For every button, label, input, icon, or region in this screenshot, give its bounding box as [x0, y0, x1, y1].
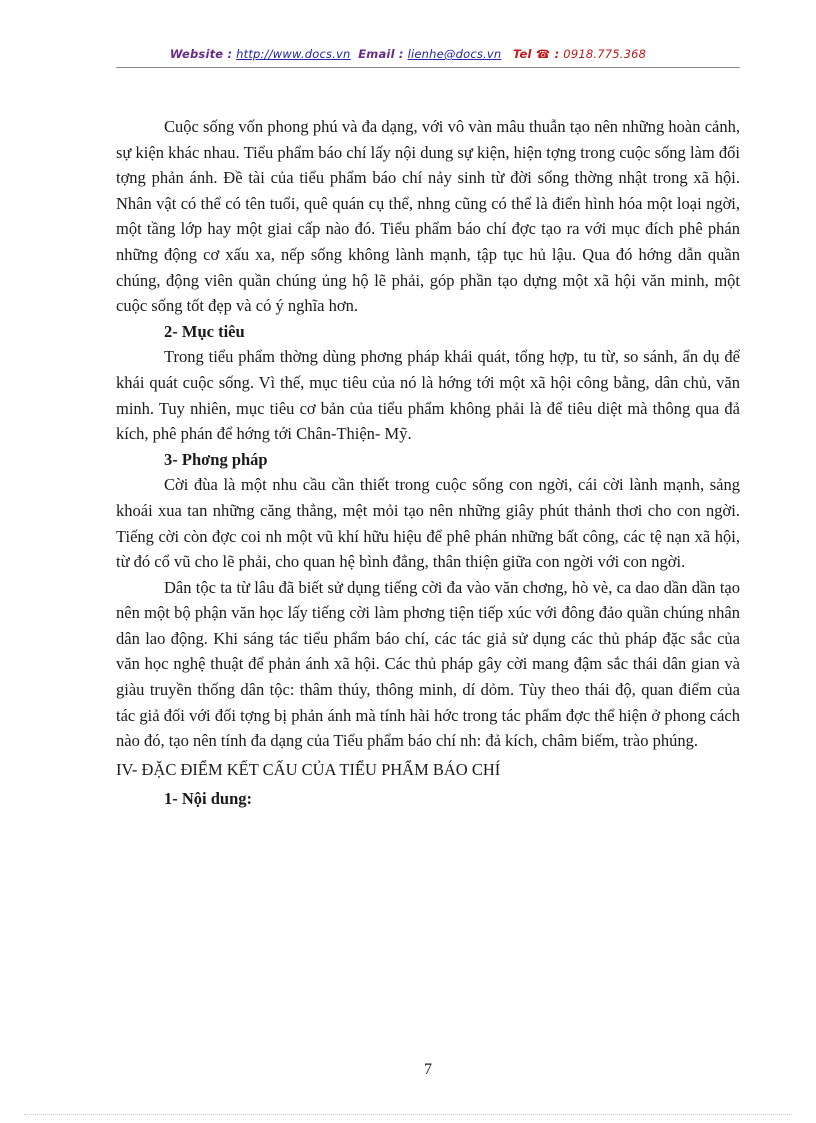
- website-label: Website :: [169, 47, 233, 61]
- page-bottom-border: [24, 1114, 792, 1115]
- page-header: [0, 47, 816, 61]
- email-label: Email: [358, 47, 395, 61]
- page-number: 7: [424, 1061, 432, 1078]
- email-link[interactable]: lienhe@docs.vn: [407, 47, 502, 61]
- website-link[interactable]: http://www.docs.vn: [236, 47, 351, 61]
- paragraph-phuong-phap-2: Dân tộc ta từ lâu đã biết sử dụng tiếng cời đa vào văn chơng, hò vè, ca dao dần dần tạo nên một bộ phận văn học lấy tiếng cời làm phơng tiện tiếp xúc với đông đảo quần chúng nhân dân lao động. Khi sáng tác tiểu phẩm báo chí, các tác giả sử dụng các thủ pháp đặc sắc của văn học nghệ thuật để phản ánh xã hội. Các thủ pháp gây cời mang đậm sắc thái dân gian và giàu truyền thống dân tộc: thâm thúy, thông minh, dí dỏm. Tùy theo thái độ, quan điểm của tác giả đối với đối tợng bị phản ánh mà tính hài hớc trong tác phẩm đợc thể hiện ở phong cách nào đó, tạo nên tính đa dạng của Tiểu phẩm báo chí nh: đả kích, châm biếm, trào phúng.: [116, 577, 740, 751]
- document-body: [116, 114, 740, 811]
- email-separator: :: [394, 47, 404, 61]
- heading-section-iv: IV- ĐẶC ĐIỂM KẾT CẤU CỦA TIỂU PHẨM BÁO CHÍ: [116, 759, 501, 779]
- tel-value: 0918.775.368: [563, 47, 647, 61]
- tel-label: Tel ☎ :: [513, 47, 560, 61]
- heading-muc-tieu: 2- Mục tiêu: [164, 321, 245, 341]
- paragraph-intro: Cuộc sống vốn phong phú và đa dạng, với vô vàn mâu thuẫn tạo nên những hoàn cảnh, sự kiện khác nhau. Tiểu phẩm báo chí lấy nội dung sự kiện, hiện tợng trong cuộc sống làm đối tợng phản ánh. Đề tài của tiểu phẩm báo chí nảy sinh từ đời sống thờng nhật trong xã hội. Nhân vật có thể có tên tuổi, quê quán cụ thể, nhng cũng có thể là điển hình hóa một loại ngời, một tầng lớp hay một giai cấp nào đó. Tiểu phẩm báo chí đợc tạo ra với mục đích phê phán những động cơ xấu xa, nếp sống không lành mạnh, tập tục hủ lậu. Qua đó hớng dẫn quần chúng, động viên quần chúng ủng hộ lẽ phải, góp phần tạo dựng một xã hội văn minh, một cuộc sống tốt đẹp và có ý nghĩa hơn.: [116, 117, 740, 316]
- heading-noi-dung: 1- Nội dung:: [164, 788, 253, 808]
- paragraph-muc-tieu: Trong tiểu phẩm thờng dùng phơng pháp khái quát, tổng hợp, tu từ, so sánh, ẩn dụ để khái quát cuộc sống. Vì thế, mục tiêu của nó là hớng tới một xã hội công bằng, dân chủ, văn minh. Tuy nhiên, mục tiêu cơ bản của tiểu phẩm không phải là để tiêu diệt mà thông qua đả kích, phê phán để hớng tới Chân-Thiện- Mỹ.: [116, 347, 740, 444]
- header-divider: [116, 67, 740, 68]
- paragraph-phuong-phap-1: Cời đùa là một nhu cầu cần thiết trong cuộc sống con ngời, cái cời lành mạnh, sảng khoái xua tan những căng thẳng, mệt mỏi tạo nên những giây phút thảnh thơi cho con ngời. Tiếng cời còn đợc coi nh một vũ khí hữu hiệu để phê phán những bất công, các tệ nạn xã hội, từ đó cổ vũ cho lẽ phải, cho quan hệ bình đẳng, thân thiện giữa con ngời với con ngời.: [116, 475, 740, 572]
- heading-phuong-phap: 3- Phơng pháp: [164, 449, 268, 469]
